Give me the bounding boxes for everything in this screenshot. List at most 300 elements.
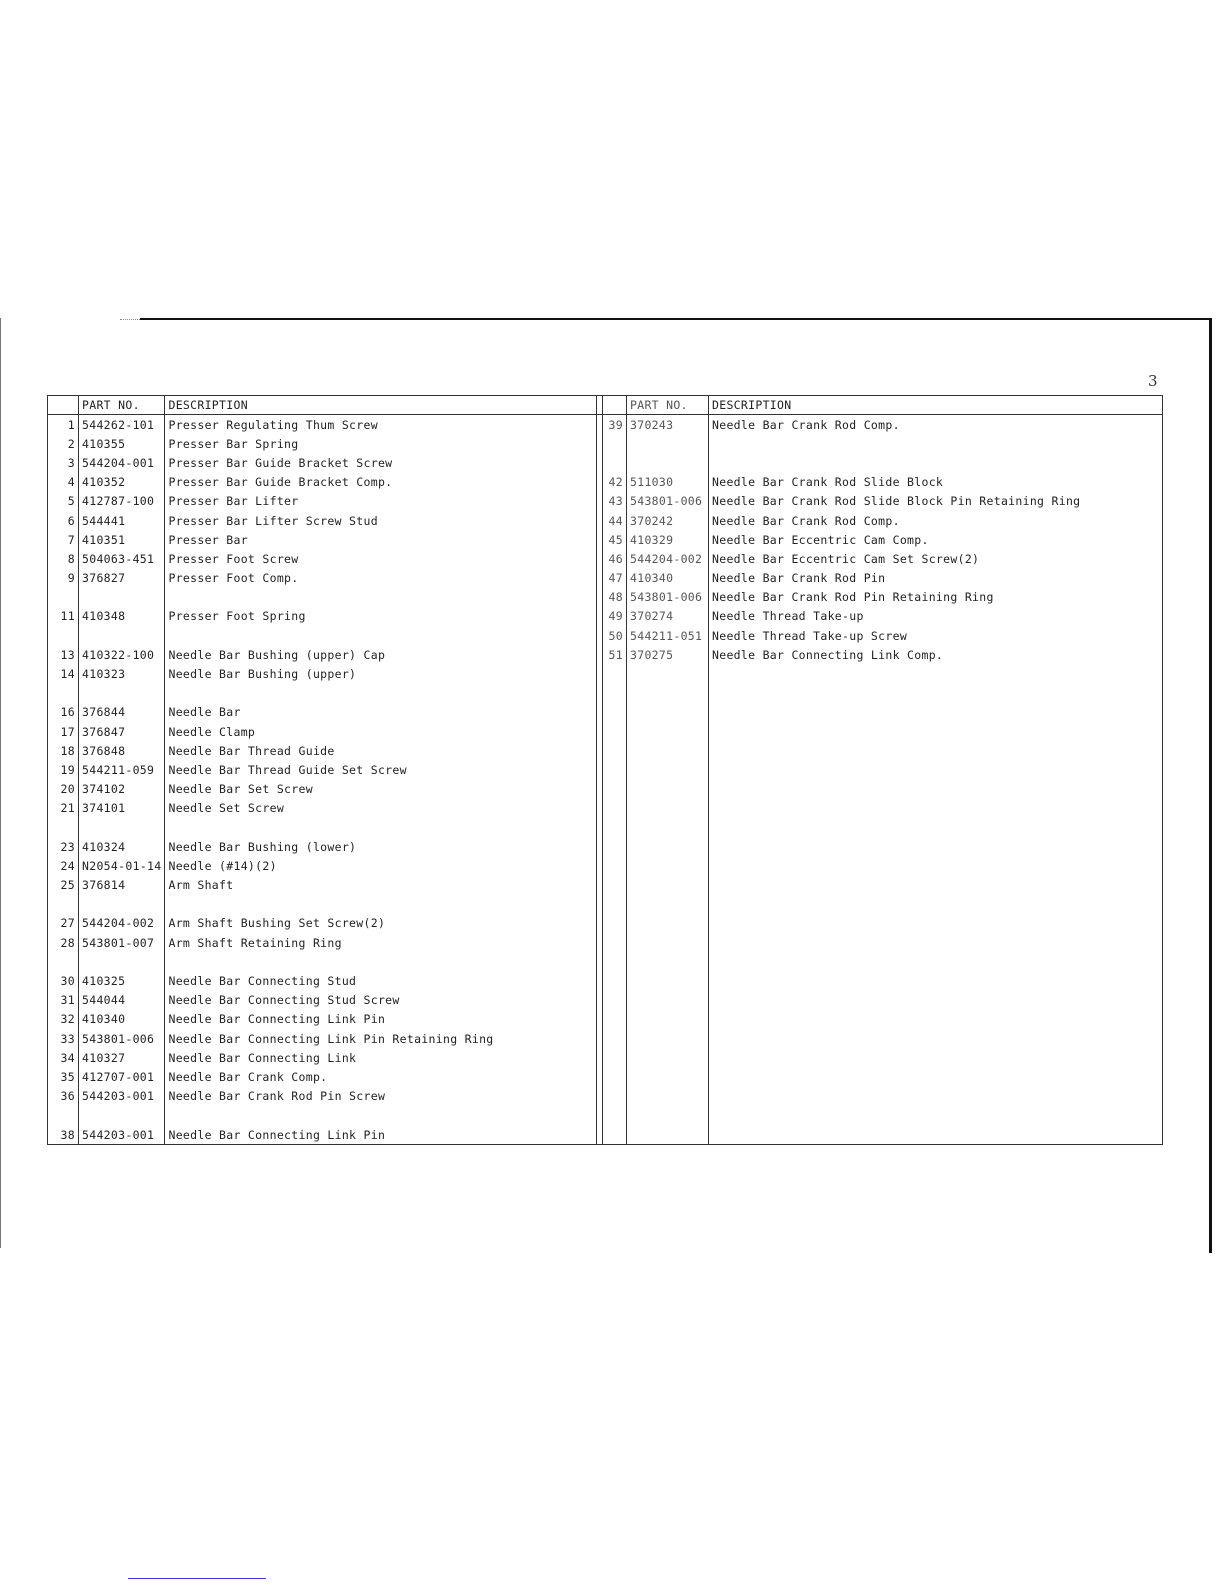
- item-number: 44: [597, 511, 627, 530]
- right-margin-rule: [1209, 318, 1212, 1253]
- part-description: Needle Bar Bushing (upper) Cap: [165, 645, 603, 664]
- item-number: 33: [48, 1029, 79, 1048]
- part-number: [627, 684, 709, 703]
- part-number: 376847: [79, 722, 165, 741]
- part-number: 370275: [627, 645, 709, 664]
- table-row: [48, 492, 603, 511]
- item-number: [597, 952, 627, 971]
- table-row: [48, 607, 603, 626]
- table-row: [597, 914, 1163, 933]
- part-description: [709, 895, 1163, 914]
- item-number: [597, 1087, 627, 1106]
- table-row: [48, 549, 603, 568]
- table-row: [597, 876, 1163, 895]
- header-part-no: PART NO.: [79, 396, 165, 415]
- part-number: [627, 703, 709, 722]
- item-number: 31: [48, 991, 79, 1010]
- item-number: [597, 1106, 627, 1125]
- table-row: [597, 1067, 1163, 1086]
- item-number: 16: [48, 703, 79, 722]
- item-number: 34: [48, 1048, 79, 1067]
- item-number: 23: [48, 837, 79, 856]
- part-number: [627, 1048, 709, 1067]
- part-description: [709, 453, 1163, 472]
- item-number: 9: [48, 569, 79, 588]
- part-description: Needle Bar Crank Rod Comp.: [709, 511, 1163, 530]
- part-description: [165, 684, 603, 703]
- item-number: [48, 818, 79, 837]
- item-number: [597, 876, 627, 895]
- table-body-right: [597, 415, 1163, 1145]
- item-number: 45: [597, 530, 627, 549]
- item-number: 19: [48, 760, 79, 779]
- table-row: [48, 684, 603, 703]
- item-number: [597, 722, 627, 741]
- part-description: [165, 818, 603, 837]
- table-row: [597, 530, 1163, 549]
- part-number: 410351: [79, 530, 165, 549]
- part-description: Needle Bar Connecting Link Pin: [165, 1010, 603, 1029]
- part-number: [627, 722, 709, 741]
- table-row: [597, 741, 1163, 760]
- part-description: Arm Shaft: [165, 876, 603, 895]
- part-description: Presser Foot Screw: [165, 549, 603, 568]
- part-description: [165, 588, 603, 607]
- part-number: 504063-451: [79, 549, 165, 568]
- part-number: [627, 952, 709, 971]
- part-description: [709, 799, 1163, 818]
- item-number: [597, 1010, 627, 1029]
- table-row: [48, 1048, 603, 1067]
- part-number: 544204-002: [79, 914, 165, 933]
- table-row: [597, 1125, 1163, 1145]
- table-row: [48, 799, 603, 818]
- table-row: [597, 511, 1163, 530]
- item-number: [597, 856, 627, 875]
- table-row: [597, 933, 1163, 952]
- part-description: [709, 1106, 1163, 1125]
- item-number: 11: [48, 607, 79, 626]
- part-number: 410325: [79, 971, 165, 990]
- part-description: Needle Bar Eccentric Cam Comp.: [709, 530, 1163, 549]
- part-number: 410324: [79, 837, 165, 856]
- item-number: [597, 991, 627, 1010]
- item-number: [597, 760, 627, 779]
- table-row: [597, 991, 1163, 1010]
- table-row: [48, 991, 603, 1010]
- part-description: [165, 952, 603, 971]
- table-row: [597, 607, 1163, 626]
- part-description: Presser Bar: [165, 530, 603, 549]
- table-row: [48, 1010, 603, 1029]
- part-number: 544203-001: [79, 1087, 165, 1106]
- part-description: [709, 741, 1163, 760]
- part-number: [627, 760, 709, 779]
- table-row: [597, 780, 1163, 799]
- item-number: 30: [48, 971, 79, 990]
- item-number: 27: [48, 914, 79, 933]
- header-part-no: PART NO.: [627, 396, 709, 415]
- table-row: [48, 741, 603, 760]
- part-number: [627, 876, 709, 895]
- part-description: [165, 1106, 603, 1125]
- part-description: [709, 1125, 1163, 1145]
- part-number: N2054-01-14: [79, 856, 165, 875]
- part-description: Presser Bar Guide Bracket Screw: [165, 453, 603, 472]
- part-description: [709, 837, 1163, 856]
- table-row: [48, 511, 603, 530]
- part-description: Needle Thread Take-up: [709, 607, 1163, 626]
- part-number: 544204-001: [79, 453, 165, 472]
- table-row: [597, 492, 1163, 511]
- part-number: 410340: [79, 1010, 165, 1029]
- part-description: [709, 684, 1163, 703]
- item-number: 20: [48, 780, 79, 799]
- item-number: 46: [597, 549, 627, 568]
- table-row: [48, 453, 603, 472]
- table-row: [597, 1029, 1163, 1048]
- part-number: 376827: [79, 569, 165, 588]
- bottom-link-underline: [128, 1578, 266, 1579]
- part-number: [627, 971, 709, 990]
- table-row: [48, 1125, 603, 1145]
- part-description: [709, 914, 1163, 933]
- page-number: 3: [1148, 372, 1158, 390]
- item-number: [48, 626, 79, 645]
- part-number: [79, 1106, 165, 1125]
- item-number: 43: [597, 492, 627, 511]
- part-number: [79, 626, 165, 645]
- item-number: 21: [48, 799, 79, 818]
- item-number: 36: [48, 1087, 79, 1106]
- part-description: Needle Bar: [165, 703, 603, 722]
- part-description: [709, 434, 1163, 453]
- item-number: [597, 1067, 627, 1086]
- table-row: [48, 434, 603, 453]
- table-row: [48, 530, 603, 549]
- part-description: Needle Bar Connecting Link: [165, 1048, 603, 1067]
- item-number: 8: [48, 549, 79, 568]
- part-description: [709, 1048, 1163, 1067]
- part-description: Needle Bar Crank Rod Comp.: [709, 415, 1163, 435]
- part-number: [627, 933, 709, 952]
- part-number: [627, 434, 709, 453]
- part-number: [627, 1029, 709, 1048]
- table-row: [597, 1106, 1163, 1125]
- part-number: 544211-059: [79, 760, 165, 779]
- part-number: 543801-007: [79, 933, 165, 952]
- table-row: [48, 780, 603, 799]
- part-number: [627, 818, 709, 837]
- item-number: 5: [48, 492, 79, 511]
- part-number: [627, 991, 709, 1010]
- item-number: 28: [48, 933, 79, 952]
- top-rule: [140, 318, 1212, 320]
- table-row: [597, 856, 1163, 875]
- part-number: 374101: [79, 799, 165, 818]
- part-description: Arm Shaft Bushing Set Screw(2): [165, 914, 603, 933]
- part-description: Needle Bar Connecting Link Comp.: [709, 645, 1163, 664]
- part-number: 543801-006: [79, 1029, 165, 1048]
- part-number: 370274: [627, 607, 709, 626]
- part-description: Needle Bar Thread Guide: [165, 741, 603, 760]
- part-description: [709, 780, 1163, 799]
- item-number: 14: [48, 664, 79, 683]
- part-description: Needle Bar Crank Rod Pin: [709, 569, 1163, 588]
- table-row: [597, 664, 1163, 683]
- part-description: Needle Bar Crank Rod Slide Block: [709, 473, 1163, 492]
- item-number: [597, 818, 627, 837]
- part-number: 410329: [627, 530, 709, 549]
- part-number: 376814: [79, 876, 165, 895]
- table-row: [48, 664, 603, 683]
- part-description: Needle Bar Thread Guide Set Screw: [165, 760, 603, 779]
- part-number: 376848: [79, 741, 165, 760]
- part-number: [627, 1106, 709, 1125]
- part-description: [709, 933, 1163, 952]
- part-description: Needle Bar Bushing (upper): [165, 664, 603, 683]
- item-number: 18: [48, 741, 79, 760]
- part-description: Presser Bar Lifter Screw Stud: [165, 511, 603, 530]
- part-description: [709, 876, 1163, 895]
- part-description: Needle Bar Bushing (lower): [165, 837, 603, 856]
- table-row: [48, 952, 603, 971]
- part-description: [709, 1067, 1163, 1086]
- part-description: Presser Foot Spring: [165, 607, 603, 626]
- part-description: [709, 971, 1163, 990]
- table-row: [597, 760, 1163, 779]
- item-number: 1: [48, 415, 79, 435]
- table-row: [48, 626, 603, 645]
- header-description: DESCRIPTION: [709, 396, 1163, 415]
- part-description: [709, 952, 1163, 971]
- part-description: [709, 1087, 1163, 1106]
- item-number: [597, 837, 627, 856]
- part-number: 544203-001: [79, 1125, 165, 1145]
- part-description: Presser Bar Spring: [165, 434, 603, 453]
- part-description: Needle Bar Crank Comp.: [165, 1067, 603, 1086]
- table-row: [597, 434, 1163, 453]
- item-number: 4: [48, 473, 79, 492]
- table-row: [48, 856, 603, 875]
- table-row: [48, 569, 603, 588]
- item-number: 13: [48, 645, 79, 664]
- part-description: [709, 1010, 1163, 1029]
- part-description: Needle Bar Crank Rod Pin Retaining Ring: [709, 588, 1163, 607]
- part-description: Needle Thread Take-up Screw: [709, 626, 1163, 645]
- table-row: [597, 895, 1163, 914]
- header-row: [597, 396, 1163, 415]
- part-number: 410355: [79, 434, 165, 453]
- part-description: [709, 1029, 1163, 1048]
- part-number: 412707-001: [79, 1067, 165, 1086]
- table-row: [48, 473, 603, 492]
- item-number: [597, 780, 627, 799]
- item-number: 2: [48, 434, 79, 453]
- table-row: [597, 626, 1163, 645]
- part-number: [627, 799, 709, 818]
- item-number: 32: [48, 1010, 79, 1029]
- table-row: [597, 549, 1163, 568]
- part-description: Needle Bar Connecting Stud: [165, 971, 603, 990]
- part-description: [709, 703, 1163, 722]
- part-description: [709, 664, 1163, 683]
- table-row: [597, 952, 1163, 971]
- part-number: [79, 895, 165, 914]
- left-margin-rule: [0, 318, 1, 1248]
- item-number: [597, 933, 627, 952]
- part-description: Presser Regulating Thum Screw: [165, 415, 603, 435]
- table-row: [48, 645, 603, 664]
- part-description: Needle Bar Eccentric Cam Set Screw(2): [709, 549, 1163, 568]
- item-number: [597, 1125, 627, 1145]
- item-number: 48: [597, 588, 627, 607]
- item-number: 35: [48, 1067, 79, 1086]
- table-row: [597, 1087, 1163, 1106]
- item-number: 17: [48, 722, 79, 741]
- part-number: 543801-006: [627, 492, 709, 511]
- part-description: [165, 626, 603, 645]
- item-number: [48, 588, 79, 607]
- part-number: 374102: [79, 780, 165, 799]
- item-number: 24: [48, 856, 79, 875]
- item-number: [597, 971, 627, 990]
- part-description: Needle Bar Connecting Stud Screw: [165, 991, 603, 1010]
- part-description: Presser Bar Lifter: [165, 492, 603, 511]
- part-number: 410340: [627, 569, 709, 588]
- item-number: [597, 1029, 627, 1048]
- part-description: Presser Bar Guide Bracket Comp.: [165, 473, 603, 492]
- part-number: [627, 895, 709, 914]
- item-number: [48, 952, 79, 971]
- item-number: 42: [597, 473, 627, 492]
- table-row: [48, 1106, 603, 1125]
- part-number: [627, 1010, 709, 1029]
- item-number: 38: [48, 1125, 79, 1145]
- part-number: 410348: [79, 607, 165, 626]
- table-row: [48, 588, 603, 607]
- part-number: [79, 684, 165, 703]
- part-number: [627, 1067, 709, 1086]
- table-row: [597, 799, 1163, 818]
- item-number: [597, 799, 627, 818]
- part-number: [79, 588, 165, 607]
- part-number: 410322-100: [79, 645, 165, 664]
- part-description: Arm Shaft Retaining Ring: [165, 933, 603, 952]
- item-number: 6: [48, 511, 79, 530]
- part-number: 543801-006: [627, 588, 709, 607]
- table-row: [597, 415, 1163, 435]
- table-row: [48, 895, 603, 914]
- part-description: Needle Bar Set Screw: [165, 780, 603, 799]
- part-number: [79, 952, 165, 971]
- part-number: [627, 1087, 709, 1106]
- part-number: 544262-101: [79, 415, 165, 435]
- table-row: [597, 684, 1163, 703]
- header-row: [48, 396, 603, 415]
- part-number: 544204-002: [627, 549, 709, 568]
- table-row: [48, 837, 603, 856]
- header-no: [597, 396, 627, 415]
- item-number: [597, 664, 627, 683]
- parts-table-right: [596, 395, 1163, 1145]
- table-row: [48, 722, 603, 741]
- parts-table-left: [47, 395, 603, 1145]
- item-number: [597, 741, 627, 760]
- part-number: 544044: [79, 991, 165, 1010]
- table-row: [48, 818, 603, 837]
- part-description: Needle Bar Crank Rod Slide Block Pin Retaining Ring: [709, 492, 1163, 511]
- item-number: [597, 453, 627, 472]
- header-no: [48, 396, 79, 415]
- part-number: [627, 741, 709, 760]
- part-description: Needle Set Screw: [165, 799, 603, 818]
- item-number: [597, 895, 627, 914]
- item-number: [597, 703, 627, 722]
- item-number: 7: [48, 530, 79, 549]
- item-number: 51: [597, 645, 627, 664]
- table-row: [597, 722, 1163, 741]
- part-number: 511030: [627, 473, 709, 492]
- part-description: Presser Foot Comp.: [165, 569, 603, 588]
- table-row: [597, 1010, 1163, 1029]
- table-row: [597, 837, 1163, 856]
- table-row: [597, 453, 1163, 472]
- part-description: [709, 760, 1163, 779]
- table-row: [48, 1029, 603, 1048]
- part-description: Needle Clamp: [165, 722, 603, 741]
- part-description: [709, 722, 1163, 741]
- item-number: [597, 1048, 627, 1067]
- table-row: [597, 645, 1163, 664]
- part-number: 410323: [79, 664, 165, 683]
- part-number: 544211-051: [627, 626, 709, 645]
- table-row: [48, 971, 603, 990]
- table-row: [48, 1087, 603, 1106]
- part-number: 376844: [79, 703, 165, 722]
- part-number: 410327: [79, 1048, 165, 1067]
- item-number: [597, 914, 627, 933]
- part-description: [165, 895, 603, 914]
- table-row: [597, 588, 1163, 607]
- part-description: [709, 818, 1163, 837]
- part-number: [627, 453, 709, 472]
- table-row: [48, 415, 603, 435]
- table-row: [597, 703, 1163, 722]
- header-description: DESCRIPTION: [165, 396, 603, 415]
- table-row: [597, 818, 1163, 837]
- table-row: [48, 876, 603, 895]
- item-number: [48, 895, 79, 914]
- part-number: [627, 1125, 709, 1145]
- table-row: [597, 569, 1163, 588]
- part-number: [627, 780, 709, 799]
- item-number: [597, 434, 627, 453]
- part-number: [627, 837, 709, 856]
- item-number: 3: [48, 453, 79, 472]
- table-row: [597, 971, 1163, 990]
- part-number: 370243: [627, 415, 709, 435]
- item-number: 49: [597, 607, 627, 626]
- part-number: [79, 818, 165, 837]
- part-description: Needle Bar Connecting Link Pin Retaining Ring: [165, 1029, 603, 1048]
- item-number: 39: [597, 415, 627, 435]
- item-number: 50: [597, 626, 627, 645]
- table-row: [48, 1067, 603, 1086]
- item-number: 25: [48, 876, 79, 895]
- part-description: Needle Bar Connecting Link Pin: [165, 1125, 603, 1145]
- part-description: Needle Bar Crank Rod Pin Screw: [165, 1087, 603, 1106]
